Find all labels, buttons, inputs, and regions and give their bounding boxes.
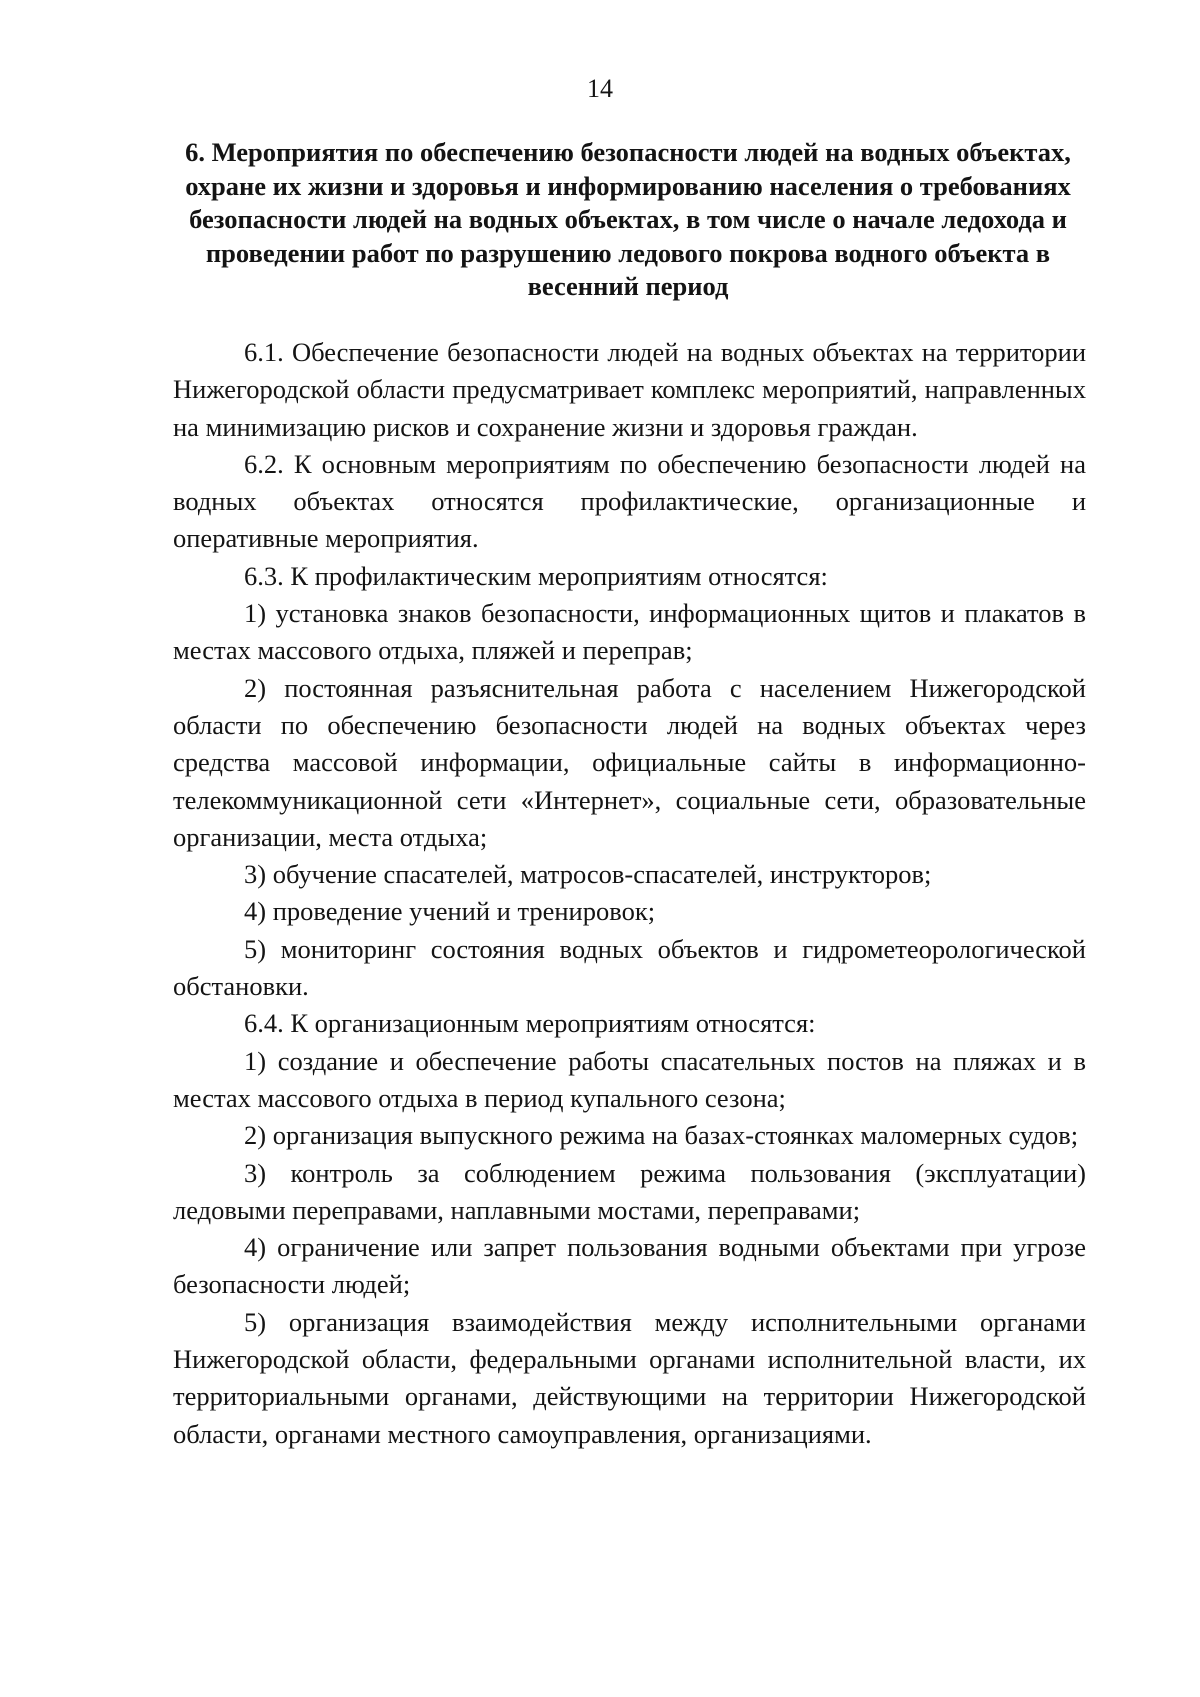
- list-item-6-3-4: 4) проведение учений и тренировок;: [244, 896, 656, 927]
- list-item-6-3-3: 3) обучение спасателей, матросов-спасателей, инструкторов;: [244, 859, 932, 890]
- section-body: [173, 334, 1086, 1453]
- list-item-6-4-2: 2) организация выпускного режима на базах-стоянках маломерных судов;: [244, 1120, 1079, 1151]
- paragraph-6-1: 6.1. Обеспечение безопасности людей на водных объектах на территории Нижегородской области предусматривает комплекс мероприятий, направленных на минимизацию рисков и сохранение жизни и здоровья граждан.: [173, 337, 1086, 442]
- paragraph-6-2: 6.2. К основным мероприятиям по обеспечению безопасности людей на водных объектах относятся профилактические, организационные и оперативные мероприятия.: [173, 448, 1086, 554]
- list-item-6-4-1: 1) создание и обеспечение работы спасательных постов на пляжах и в местах массового отдыха в период купального сезона;: [173, 1045, 1086, 1113]
- paragraph-6-3: 6.3. К профилактическим мероприятиям относятся:: [244, 560, 828, 591]
- list-item-6-4-3: 3) контроль за соблюдением режима пользования (эксплуатации) ледовыми переправами, наплавными мостами, переправами;: [173, 1157, 1086, 1225]
- paragraph-6-4: 6.4. К организационным мероприятиям относятся:: [244, 1008, 816, 1039]
- list-item-6-4-4: 4) ограничение или запрет пользования водными объектами при угрозе безопасности людей;: [173, 1232, 1086, 1300]
- list-item-6-3-2: 2) постоянная разъяснительная работа с населением Нижегородской области по обеспечению безопасности людей на водных объектах через средства массовой информации, официальные сайты в информационно-телекоммуникационной сети «Интернет», социальные сети, образовательные организации, места отдыха;: [173, 672, 1086, 852]
- list-item-6-4-5: 5) организация взаимодействия между исполнительными органами Нижегородской области, федеральными органами исполнительной власти, их территориальными органами, действующими на территории Нижегородской области, органами местного самоуправления, организациями.: [173, 1306, 1086, 1449]
- list-item-6-3-1: 1) установка знаков безопасности, информационных щитов и плакатов в местах массового отдыха, пляжей и переправ;: [173, 598, 1086, 666]
- list-item-6-3-5: 5) мониторинг состояния водных объектов и гидрометеорологической обстановки.: [173, 933, 1086, 1002]
- section-title: 6. Мероприятия по обеспечению безопасности людей на водных объектах, охране их жизни и здоровья и информированию населения о требованиях безопасности людей на водных объектах, в том числе о начале ледохода и проведении работ по разрушению ледового покрова водного объекта в весенний период: [185, 137, 1071, 301]
- page-number: 14: [587, 74, 613, 103]
